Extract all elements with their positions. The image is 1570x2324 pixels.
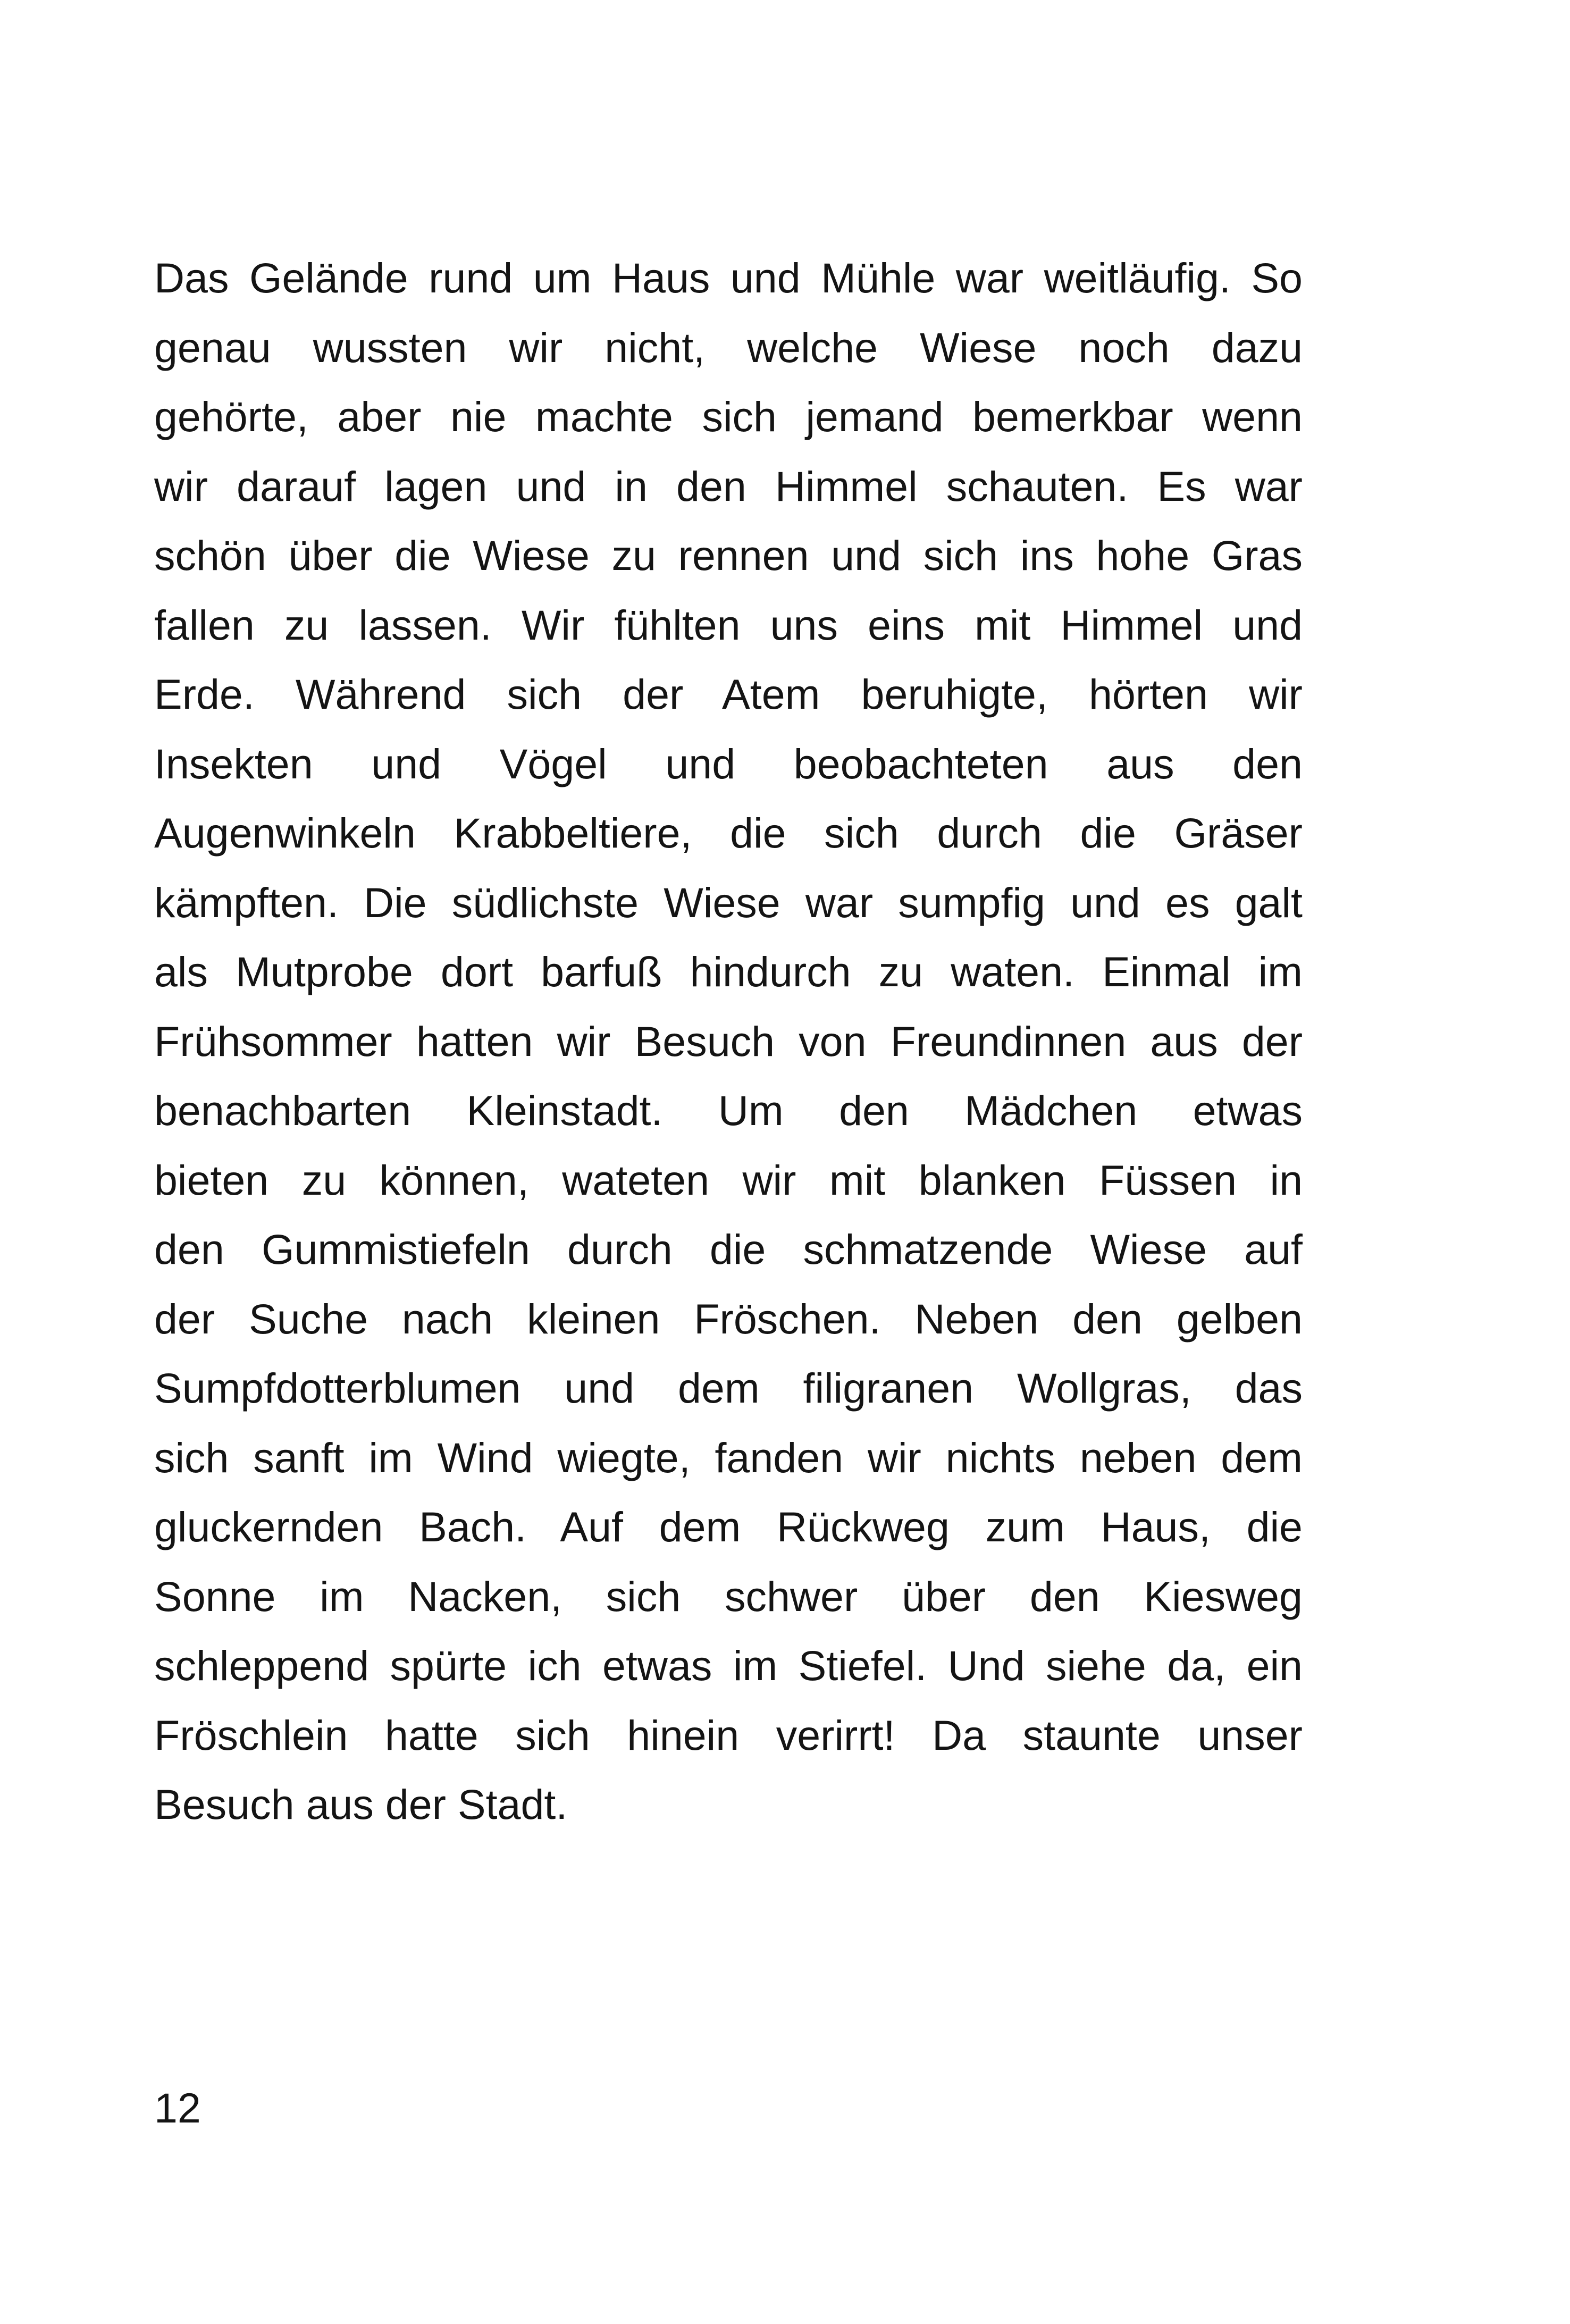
text-line: benachbarten Kleinstadt. Um den Mädchen etwas xyxy=(154,1087,1303,1134)
text-line: gluckernden Bach. Auf dem Rückweg zum Haus, die xyxy=(154,1503,1303,1550)
text-line: Das Gelände rund um Haus und Mühle war weitläufig. So xyxy=(154,254,1303,301)
text-line: bieten zu können, wateten wir mit blanken Füssen in xyxy=(154,1156,1303,1204)
text-line: gehörte, aber nie machte sich jemand bemerkbar wenn xyxy=(154,393,1303,440)
text-line: Sumpfdotterblumen und dem filigranen Wollgras, das xyxy=(154,1364,1303,1412)
body-paragraph xyxy=(154,244,1303,1840)
text-line: der Suche nach kleinen Fröschen. Neben den gelben xyxy=(154,1295,1303,1343)
text-line: sich sanft im Wind wiegte, fanden wir nichts neben dem xyxy=(154,1433,1303,1481)
text-line: als Mutprobe dort barfuß hindurch zu waten. Einmal im xyxy=(154,948,1303,995)
text-line: Sonne im Nacken, sich schwer über den Kiesweg xyxy=(154,1572,1303,1620)
text-line: schön über die Wiese zu rennen und sich ins hohe Gras xyxy=(154,532,1303,579)
text-line: genau wussten wir nicht, welche Wiese noch dazu xyxy=(154,323,1303,371)
text-line: Frühsommer hatten wir Besuch von Freundinnen aus der xyxy=(154,1017,1303,1065)
text-line-last: Besuch aus der Stadt. xyxy=(154,1781,568,1828)
text-line: Erde. Während sich der Atem beruhigte, hörten wir xyxy=(154,670,1303,718)
page-number: 12 xyxy=(154,2084,201,2132)
text-line: den Gummistiefeln durch die schmatzende Wiese auf xyxy=(154,1226,1303,1273)
text-line: kämpften. Die südlichste Wiese war sumpfig und es galt xyxy=(154,878,1303,926)
text-line: fallen zu lassen. Wir fühlten uns eins mit Himmel und xyxy=(154,601,1303,649)
text-line: Fröschlein hatte sich hinein verirrt! Da staunte unser xyxy=(154,1711,1303,1759)
text-line: wir darauf lagen und in den Himmel schauten. Es war xyxy=(154,462,1303,510)
text-line: schleppend spürte ich etwas im Stiefel. Und siehe da, ein xyxy=(154,1642,1303,1689)
text-line: Insekten und Vögel und beobachteten aus den xyxy=(154,740,1303,787)
text-line: Augenwinkeln Krabbeltiere, die sich durch die Gräser xyxy=(154,809,1303,857)
